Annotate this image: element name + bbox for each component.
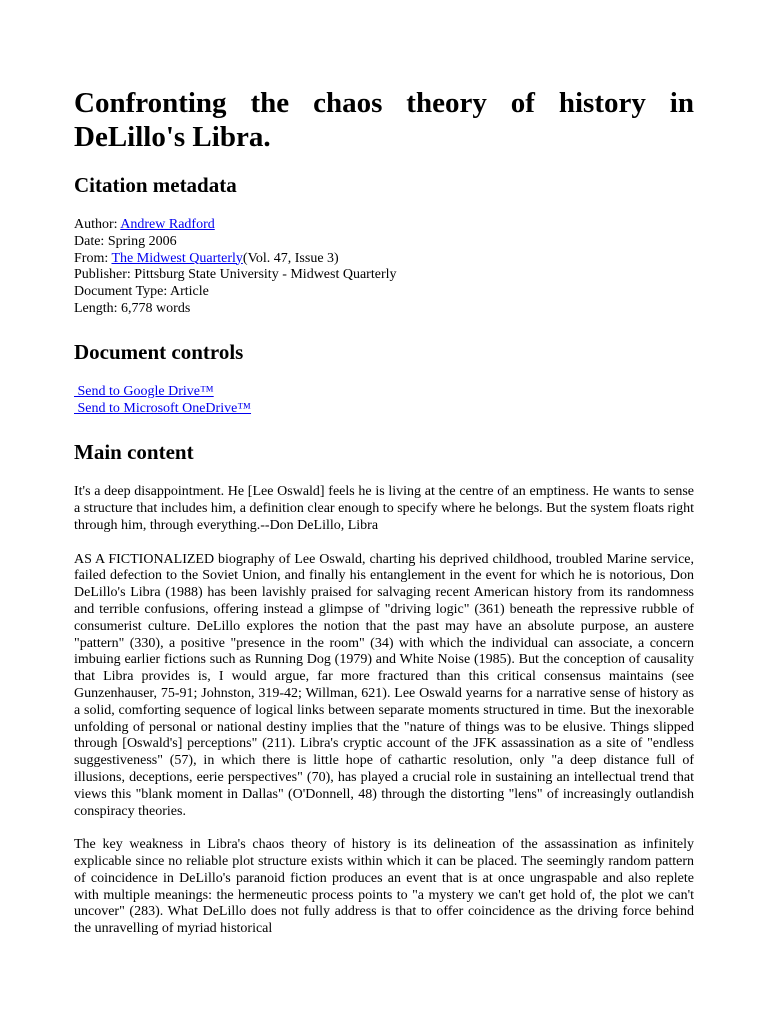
author-label: Author: xyxy=(74,217,121,232)
date-label: Date: xyxy=(74,233,108,249)
article-title: Confronting the chaos theory of history in DeLillo's Libra. xyxy=(74,87,694,153)
author-link[interactable]: Andrew Radford xyxy=(120,217,215,232)
citation-metadata xyxy=(74,217,694,318)
length-label: Length: xyxy=(74,300,122,316)
document-type-value: Article xyxy=(169,284,209,300)
body-paragraph: AS A FICTIONALIZED biography of Lee Oswald, charting his deprived childhood, troubled Marine service, failed defection to the Soviet Union, and finally his entanglement in the event for which he is notorious, Don DeLillo's Libra (1988) has been lavishly praised for salvaging recent American history from its randomness and terrible confusions, offering instead a glimpse of "driving logic" (361) beneath the repressive rubble of consumerist culture. DeLillo explores the notion that the past may have an absolute purpose, an austere "pattern" (330), a positive "presence in the room" (34) with which the individual can associate, a concern imbuing earlier fictions such as Running Dog (1979) and White Noise (1985). But the conception of causality that Libra provides is, I would argue, far more fractured than this critical consensus maintains (see Gunzenhauser, 75-91; Johnston, 319-42; Willman, 621). Lee Oswald yearns for a narrative sense of history as a solid, comforting sequence of logical links between separate moments structured in time. But the inexorable unfolding of personal or national destiny implies that the "nature of things was to be elusive. Things slipped through [Oswald's] perceptions" (211). Libra's cryptic account of the JFK assassination as a site of "endless suggestiveness" (57), in which there is little hope of cathartic resolution, only "a deep distance full of illusions, deceptions, eerie perspectives" (70), has played a crucial role in sustaining an intellectual trend that views this "blank moment in Dallas" (O'Donnell, 48) through the distorting "lens" of increasingly outlandish conspiracy theories. xyxy=(74,551,694,819)
date-line xyxy=(74,234,694,251)
length-line xyxy=(74,301,694,318)
document-controls-heading: Document controls xyxy=(74,339,244,364)
send-to-google-drive-link[interactable]: Send to Google Drive™ xyxy=(74,383,214,399)
publisher-line xyxy=(74,267,694,284)
author-line xyxy=(74,217,694,234)
send-to-onedrive-link[interactable]: Send to Microsoft OneDrive™ xyxy=(74,400,252,416)
journal-link[interactable]: The Midwest Quarterly xyxy=(111,250,243,266)
main-content-heading: Main content xyxy=(74,440,194,465)
publisher-value: Pittsburg State University - Midwest Quarterly xyxy=(134,267,397,283)
date-value: Spring 2006 xyxy=(107,233,177,249)
issue-info: (Vol. 47, Issue 3) xyxy=(242,250,339,266)
body-paragraph: The key weakness in Libra's chaos theory of history is its delineation of the assassination as infinitely explicable since no reliable plot structure exists within which it can be placed. The seemingly random pattern of coincidence in DeLillo's paranoid fiction produces an event that is at once ungraspable and also replete with multiple meanings: the hermeneutic process points to "a mystery we can't get hold of, the plot we can't uncover" (283). What DeLillo does not fully address is that to offer coincidence as the driving force behind the unravelling of myriad historical xyxy=(74,837,694,937)
document-type-label: Document Type: xyxy=(74,284,170,300)
from-label: From: xyxy=(74,250,112,266)
publisher-label: Publisher: xyxy=(74,267,135,283)
epigraph-paragraph: It's a deep disappointment. He [Lee Oswald] feels he is living at the centre of an emptiness. He wants to sense a structure that includes him, a definition clear enough to specify where he belongs. But the system floats right through him, through everything.--Don DeLillo, Libra xyxy=(74,484,694,533)
document-controls xyxy=(74,384,694,418)
citation-metadata-heading: Citation metadata xyxy=(74,173,237,197)
from-line xyxy=(74,251,694,268)
document-type-line xyxy=(74,284,694,301)
length-value: 6,778 words xyxy=(121,300,191,316)
